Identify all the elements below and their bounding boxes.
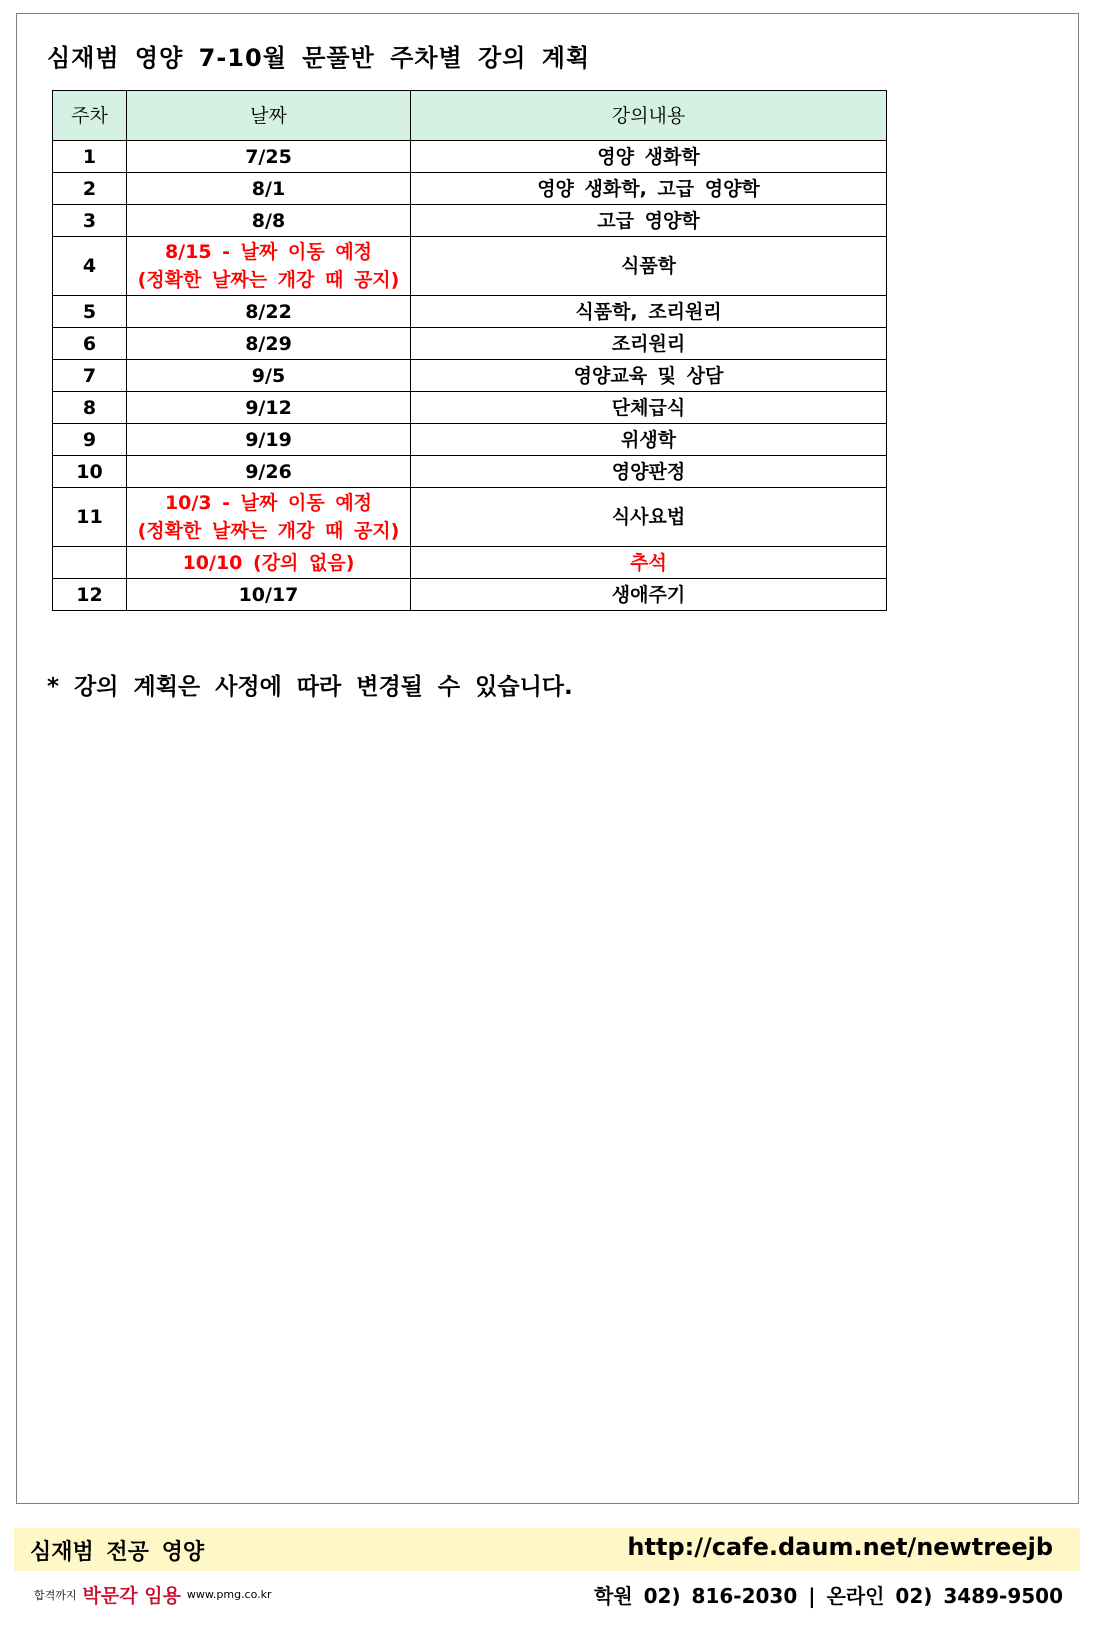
footer-course-name: 심재범 전공 영양 — [30, 1540, 205, 1565]
cell-date-text: 8/22 — [245, 300, 292, 323]
schedule-body — [53, 141, 887, 611]
cell-date — [127, 237, 411, 296]
cell-week: 10 — [53, 456, 127, 488]
cell-date — [127, 547, 411, 579]
cell-content: 단체급식 — [411, 392, 887, 424]
cell-week: 12 — [53, 579, 127, 611]
cell-date — [127, 360, 411, 392]
cell-week: 8 — [53, 392, 127, 424]
cell-date-text: 9/12 — [245, 396, 292, 419]
cell-date-text: 8/8 — [251, 209, 286, 232]
cell-date — [127, 488, 411, 547]
cell-content: 영양판정 — [411, 456, 887, 488]
cell-date — [127, 173, 411, 205]
cell-date-text: 8/1 — [251, 177, 286, 200]
cell-week: 4 — [53, 237, 127, 296]
cell-week: 7 — [53, 360, 127, 392]
brand-tagline: 합격까지 — [34, 1588, 77, 1602]
cell-date — [127, 296, 411, 328]
change-notice: * 강의 계획은 사정에 따라 변경될 수 있습니다. — [47, 674, 573, 700]
table-row — [53, 205, 887, 237]
cell-week: 2 — [53, 173, 127, 205]
cell-date-text: 7/25 — [245, 145, 292, 168]
cell-date — [127, 205, 411, 237]
cell-content: 식품학 — [411, 237, 887, 296]
table-row — [53, 141, 887, 173]
cell-date — [127, 328, 411, 360]
table-row — [53, 392, 887, 424]
header-date: 날짜 — [127, 91, 411, 141]
cell-week: 5 — [53, 296, 127, 328]
cell-content: 식사요법 — [411, 488, 887, 547]
cell-content: 영양 생화학 — [411, 141, 887, 173]
table-row — [53, 579, 887, 611]
brand-logo: 박문각 임용 — [82, 1585, 181, 1607]
table-row — [53, 488, 887, 547]
cell-content: 생애주기 — [411, 579, 887, 611]
cell-content: 조리원리 — [411, 328, 887, 360]
cell-date-text: 8/15 - 날짜 이동 예정 — [164, 241, 373, 263]
footer-contact: 학원 02) 816-2030 | 온라인 02) 3489-9500 — [594, 1584, 1063, 1608]
cell-date-text: 9/5 — [251, 364, 286, 387]
cell-content: 영양교육 및 상담 — [411, 360, 887, 392]
cell-content: 추석 — [411, 547, 887, 579]
table-row — [53, 360, 887, 392]
table-row — [53, 456, 887, 488]
table-row — [53, 173, 887, 205]
cell-date-note: (정확한 날짜는 개강 때 공지) — [137, 269, 400, 291]
cell-date — [127, 424, 411, 456]
brand-website[interactable]: www.pmg.co.kr — [186, 1588, 272, 1601]
cell-date-note: (정확한 날짜는 개강 때 공지) — [137, 520, 400, 542]
cell-date-text: 9/19 — [245, 428, 292, 451]
header-week: 주차 — [53, 91, 127, 141]
table-row — [53, 328, 887, 360]
cell-week: 9 — [53, 424, 127, 456]
cell-date-text: 9/26 — [245, 460, 292, 483]
cell-date — [127, 456, 411, 488]
table-row — [53, 424, 887, 456]
cell-date-text: 8/29 — [245, 332, 292, 355]
footer-url-link[interactable]: http://cafe.daum.net/newtreejb — [627, 1533, 1053, 1561]
cell-date-text: 10/17 — [238, 583, 299, 606]
cell-content: 식품학, 조리원리 — [411, 296, 887, 328]
cell-date — [127, 579, 411, 611]
cell-date — [127, 141, 411, 173]
cell-content: 영양 생화학, 고급 영양학 — [411, 173, 887, 205]
cell-week: 3 — [53, 205, 127, 237]
cell-content: 위생학 — [411, 424, 887, 456]
cell-week: 11 — [53, 488, 127, 547]
schedule-table — [52, 90, 887, 611]
table-row — [53, 296, 887, 328]
cell-date-text: 10/10 (강의 없음) — [182, 551, 355, 574]
cell-date — [127, 392, 411, 424]
page-title: 심재범 영양 7-10월 문풀반 주차별 강의 계획 — [47, 44, 591, 72]
cell-date-text: 10/3 - 날짜 이동 예정 — [164, 492, 373, 514]
header-content: 강의내용 — [411, 91, 887, 141]
cell-content: 고급 영양학 — [411, 205, 887, 237]
table-header-row — [53, 91, 887, 141]
table-row — [53, 237, 887, 296]
cell-week — [53, 547, 127, 579]
table-row — [53, 547, 887, 579]
cell-week: 1 — [53, 141, 127, 173]
footer-brand — [34, 1581, 272, 1608]
cell-week: 6 — [53, 328, 127, 360]
